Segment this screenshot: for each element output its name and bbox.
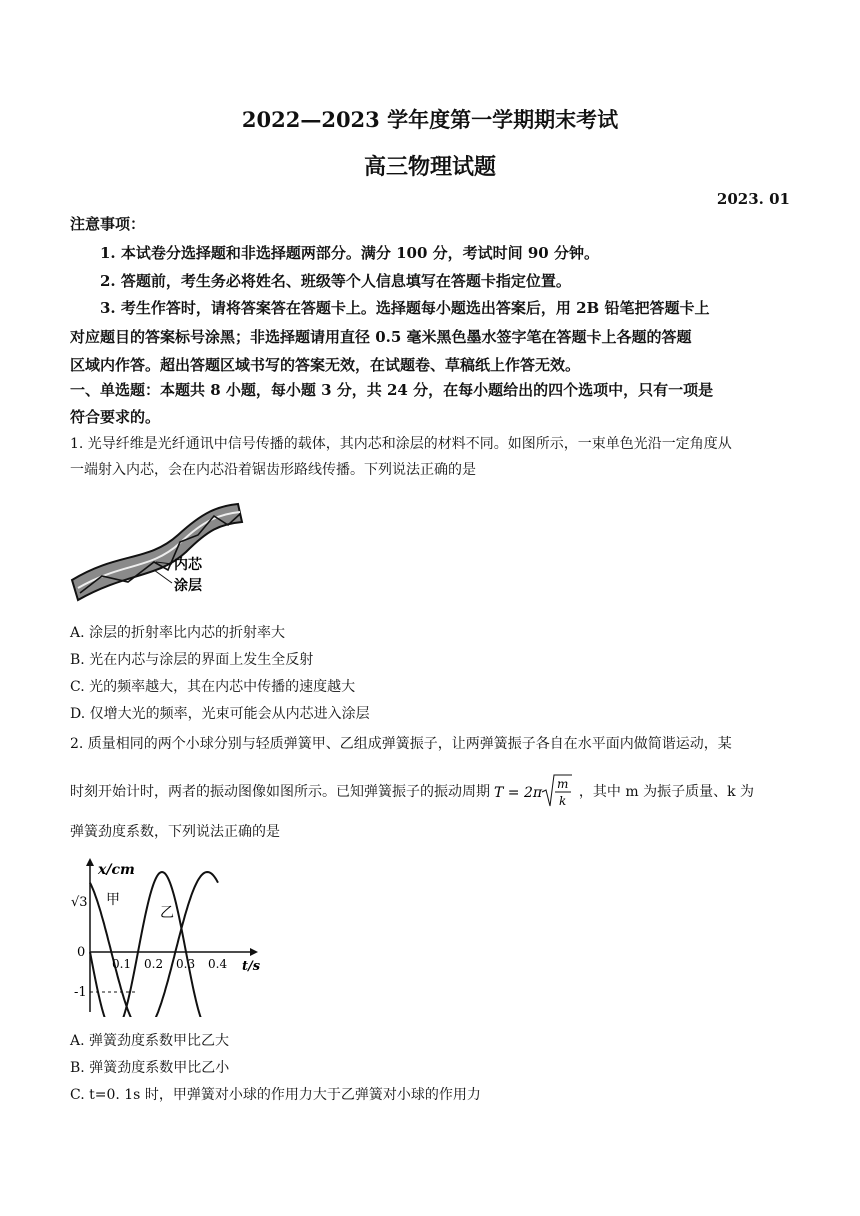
vibration-graph	[68, 852, 268, 1017]
notice-item-3-line3: 区域内作答。超出答题区域书写的答案无效，在试题卷、草稿纸上作答无效。	[70, 356, 581, 374]
section-heading-line1: 一、单选题：本题共 8 小题，每小题 3 分，共 24 分，在每小题给出的四个选项中，只有一项是	[70, 381, 714, 399]
q1-option-c: C. 光的频率越大，其在内芯中传播的速度越大	[70, 679, 356, 695]
x-axis-arrow	[250, 948, 258, 956]
section-heading-line2: 符合要求的。	[70, 408, 161, 426]
series-label-yi: 乙	[160, 905, 174, 921]
label-core: 内芯	[174, 557, 202, 573]
y-axis-label: x/cm	[98, 862, 135, 878]
notice-item-1: 1. 本试卷分选择题和非选择题两部分。满分 100 分，考试时间 90 分钟。	[100, 244, 599, 262]
x-tick-labels	[112, 957, 227, 971]
origin-label: 0	[77, 945, 86, 960]
x-tick-label: 0.1	[112, 957, 132, 971]
exam-title: 2022—2023 学年度第一学期期末考试	[241, 107, 619, 132]
x-tick-label: 0.2	[144, 957, 164, 971]
formula-numerator: m	[557, 777, 569, 791]
question-2-line3: 弹簧劲度系数，下列说法正确的是	[70, 824, 280, 840]
formula-lhs: T = 2π	[494, 785, 543, 801]
optical-fiber-figure	[68, 490, 248, 605]
q1-option-a: A. 涂层的折射率比内芯的折射率大	[70, 625, 286, 641]
period-formula-svg	[494, 772, 574, 812]
y-tick-top: √3	[71, 895, 88, 910]
period-formula	[494, 772, 574, 812]
q2-option-b: B. 弹簧劲度系数甲比乙小	[70, 1060, 230, 1076]
question-2-line2	[70, 772, 792, 812]
q2-line2-part-b: ，其中 m 为振子质量、k 为	[578, 784, 755, 800]
notice-item-2: 2. 答题前，考生务必将姓名、班级等个人信息填写在答题卡指定位置。	[100, 272, 571, 290]
notice-item-3-line2: 对应题目的答案标号涂黑；非选择题请用直径 0.5 毫米黑色墨水签字笔在答题卡上各题的答题	[70, 328, 692, 346]
formula-denominator: k	[559, 794, 567, 808]
question-2-line1: 2. 质量相同的两个小球分别与轻质弹簧甲、乙组成弹簧振子，让两弹簧振子各自在水平面内做简谐运动，某	[70, 736, 732, 752]
y-axis-arrow	[86, 858, 94, 866]
q1-option-b: B. 光在内芯与涂层的界面上发生全反射	[70, 652, 314, 668]
x-tick-label: 0.4	[208, 957, 228, 971]
label-cladding: 涂层	[174, 578, 202, 594]
q2-option-c: C. t=0. 1s 时，甲弹簧对小球的作用力大于乙弹簧对小球的作用力	[70, 1087, 481, 1103]
x-axis-label: t/s	[242, 959, 261, 974]
exam-subtitle: 高三物理试题	[363, 154, 496, 180]
notice-heading: 注意事项：	[70, 215, 146, 233]
q2-option-a: A. 弹簧劲度系数甲比乙大	[70, 1033, 230, 1049]
series-label-jia: 甲	[106, 892, 120, 908]
exam-date: 2023. 01	[716, 190, 790, 208]
question-1-line2: 一端射入内芯，会在内芯沿着锯齿形路线传播。下列说法正确的是	[70, 462, 476, 478]
q1-option-d: D. 仅增大光的频率，光束可能会从内芯进入涂层	[70, 706, 370, 722]
question-1-line1: 1. 光导纤维是光纤通讯中信号传播的载体，其内芯和涂层的材料不同。如图所示，一束单色光沿一定角度从	[70, 436, 732, 452]
notice-item-3-line1: 3. 考生作答时，请将答案答在答题卡上。选择题每小题选出答案后，用 2B 铅笔把答题卡上	[100, 299, 710, 317]
y-tick-bottom: -1	[74, 985, 87, 1000]
q2-line2-part-a: 时刻开始计时，两者的振动图像如图所示。已知弹簧振子的振动周期	[70, 784, 490, 800]
label-pointer-clad	[154, 570, 172, 583]
x-tick-label: 0.3	[176, 957, 196, 971]
